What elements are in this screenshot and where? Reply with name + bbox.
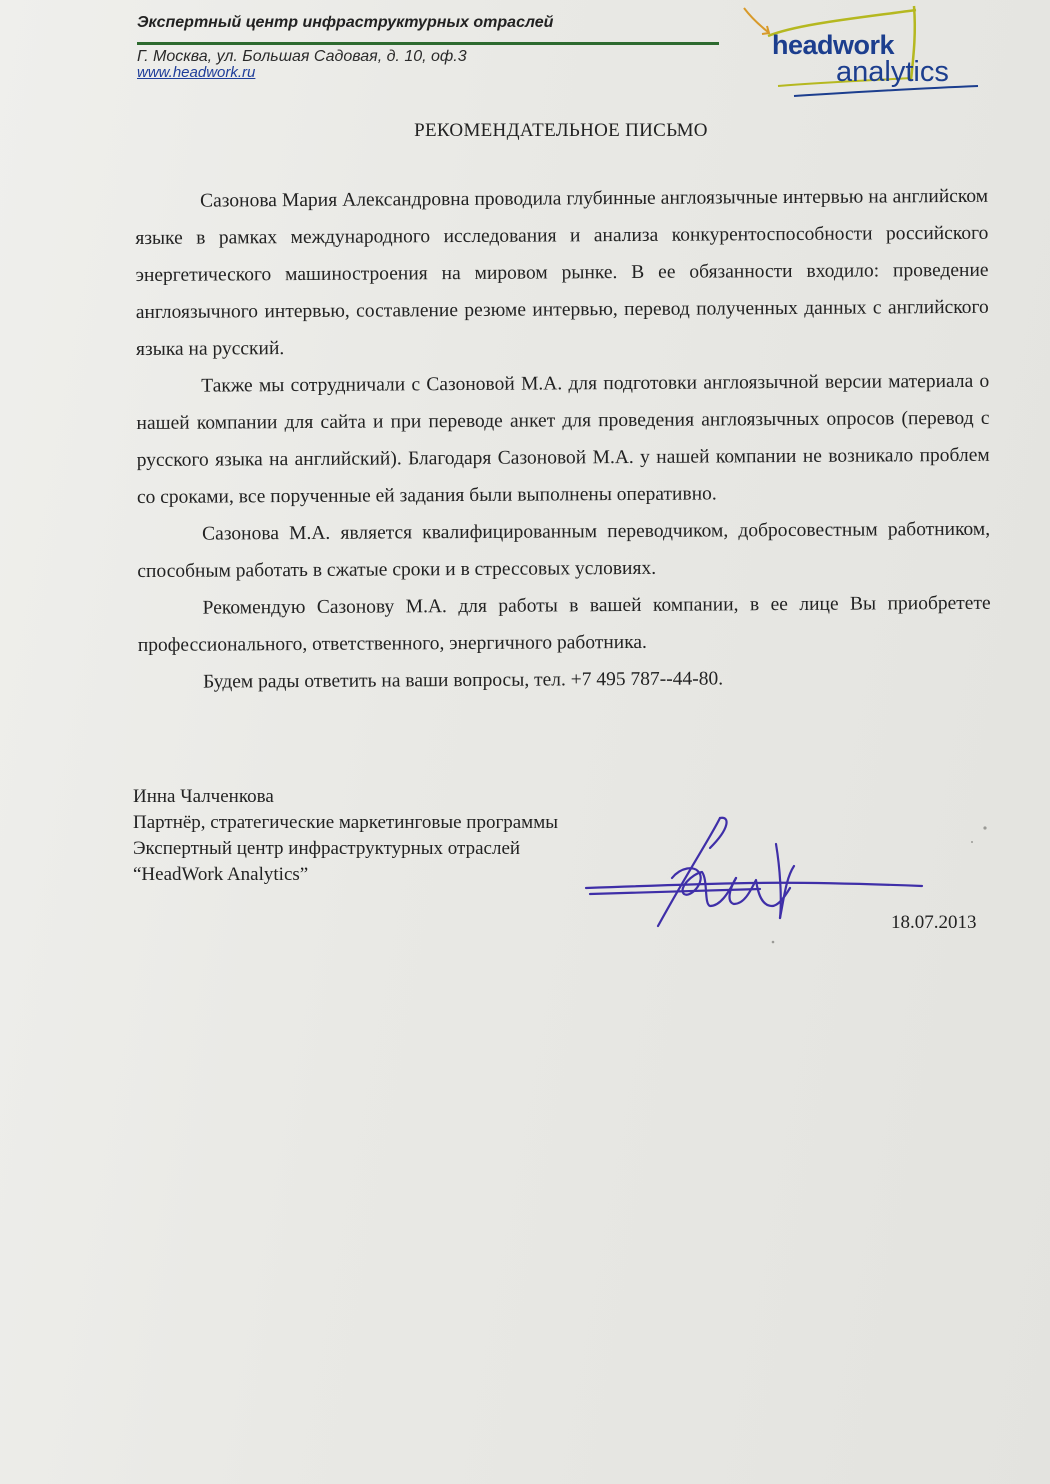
logo-wordmark-headwork: headwork <box>772 30 895 60</box>
handwritten-signature <box>580 808 930 938</box>
body-paragraph: Сазонова Мария Александровна проводила глубинные англоязычные интервью на английском языке в рамках международного исследования и анализа конкурентоспособности российского энергетического машиностроения на мировом рынке. В ее обязанности входило: проведение англоязычного интервью, составление резюме интервью, перевод полученных данных с английского языка на русский. <box>135 185 989 360</box>
signatory-brand: “HeadWork Analytics” <box>133 864 309 885</box>
signatory-name: Инна Чалченкова <box>133 786 274 807</box>
body-paragraph: Рекомендую Сазонову М.А. для работы в вашей компании, в ее лице Вы приобретете профессионального, ответственного, энергичного работника. <box>137 592 991 656</box>
letter-body <box>135 178 991 701</box>
letterhead-address: Г. Москва, ул. Большая Садовая, д. 10, оф.3 <box>137 48 467 65</box>
body-paragraph: Также мы сотрудничали с Сазоновой М.А. для подготовки англоязычной версии материала о нашей компании для сайта и при переводе анкет для проведения англоязычных опросов (перевод с русского языка на английский). Благодаря Сазоновой М.А. у нашей компании не возникало проблем со сроками, все порученные ей задания были выполнены оперативно. <box>136 370 990 508</box>
body-paragraph: Сазонова М.А. является квалифицированным переводчиком, добросовестным работником, способным работать в сжатые сроки и в стрессовых условиях. <box>137 518 991 582</box>
letterhead-company: Экспертный центр инфраструктурных отраслей <box>137 14 554 31</box>
signatory-organization: Экспертный центр инфраструктурных отраслей <box>133 838 521 859</box>
signatory-position: Партнёр, стратегические маркетинговые программы <box>133 812 558 833</box>
letter-date: 18.07.2013 <box>891 912 977 933</box>
logo-wordmark-analytics: analytics <box>836 56 949 88</box>
letterhead-website-link[interactable]: www.headwork.ru <box>137 64 256 81</box>
letter-title: РЕКОМЕНДАТЕЛЬНОЕ ПИСЬМО <box>414 120 708 141</box>
signatory-block <box>133 784 558 888</box>
body-paragraph: Будем рады ответить на ваши вопросы, тел. +7 495 787--44-80. <box>202 668 724 693</box>
letterhead-rule <box>137 42 719 45</box>
